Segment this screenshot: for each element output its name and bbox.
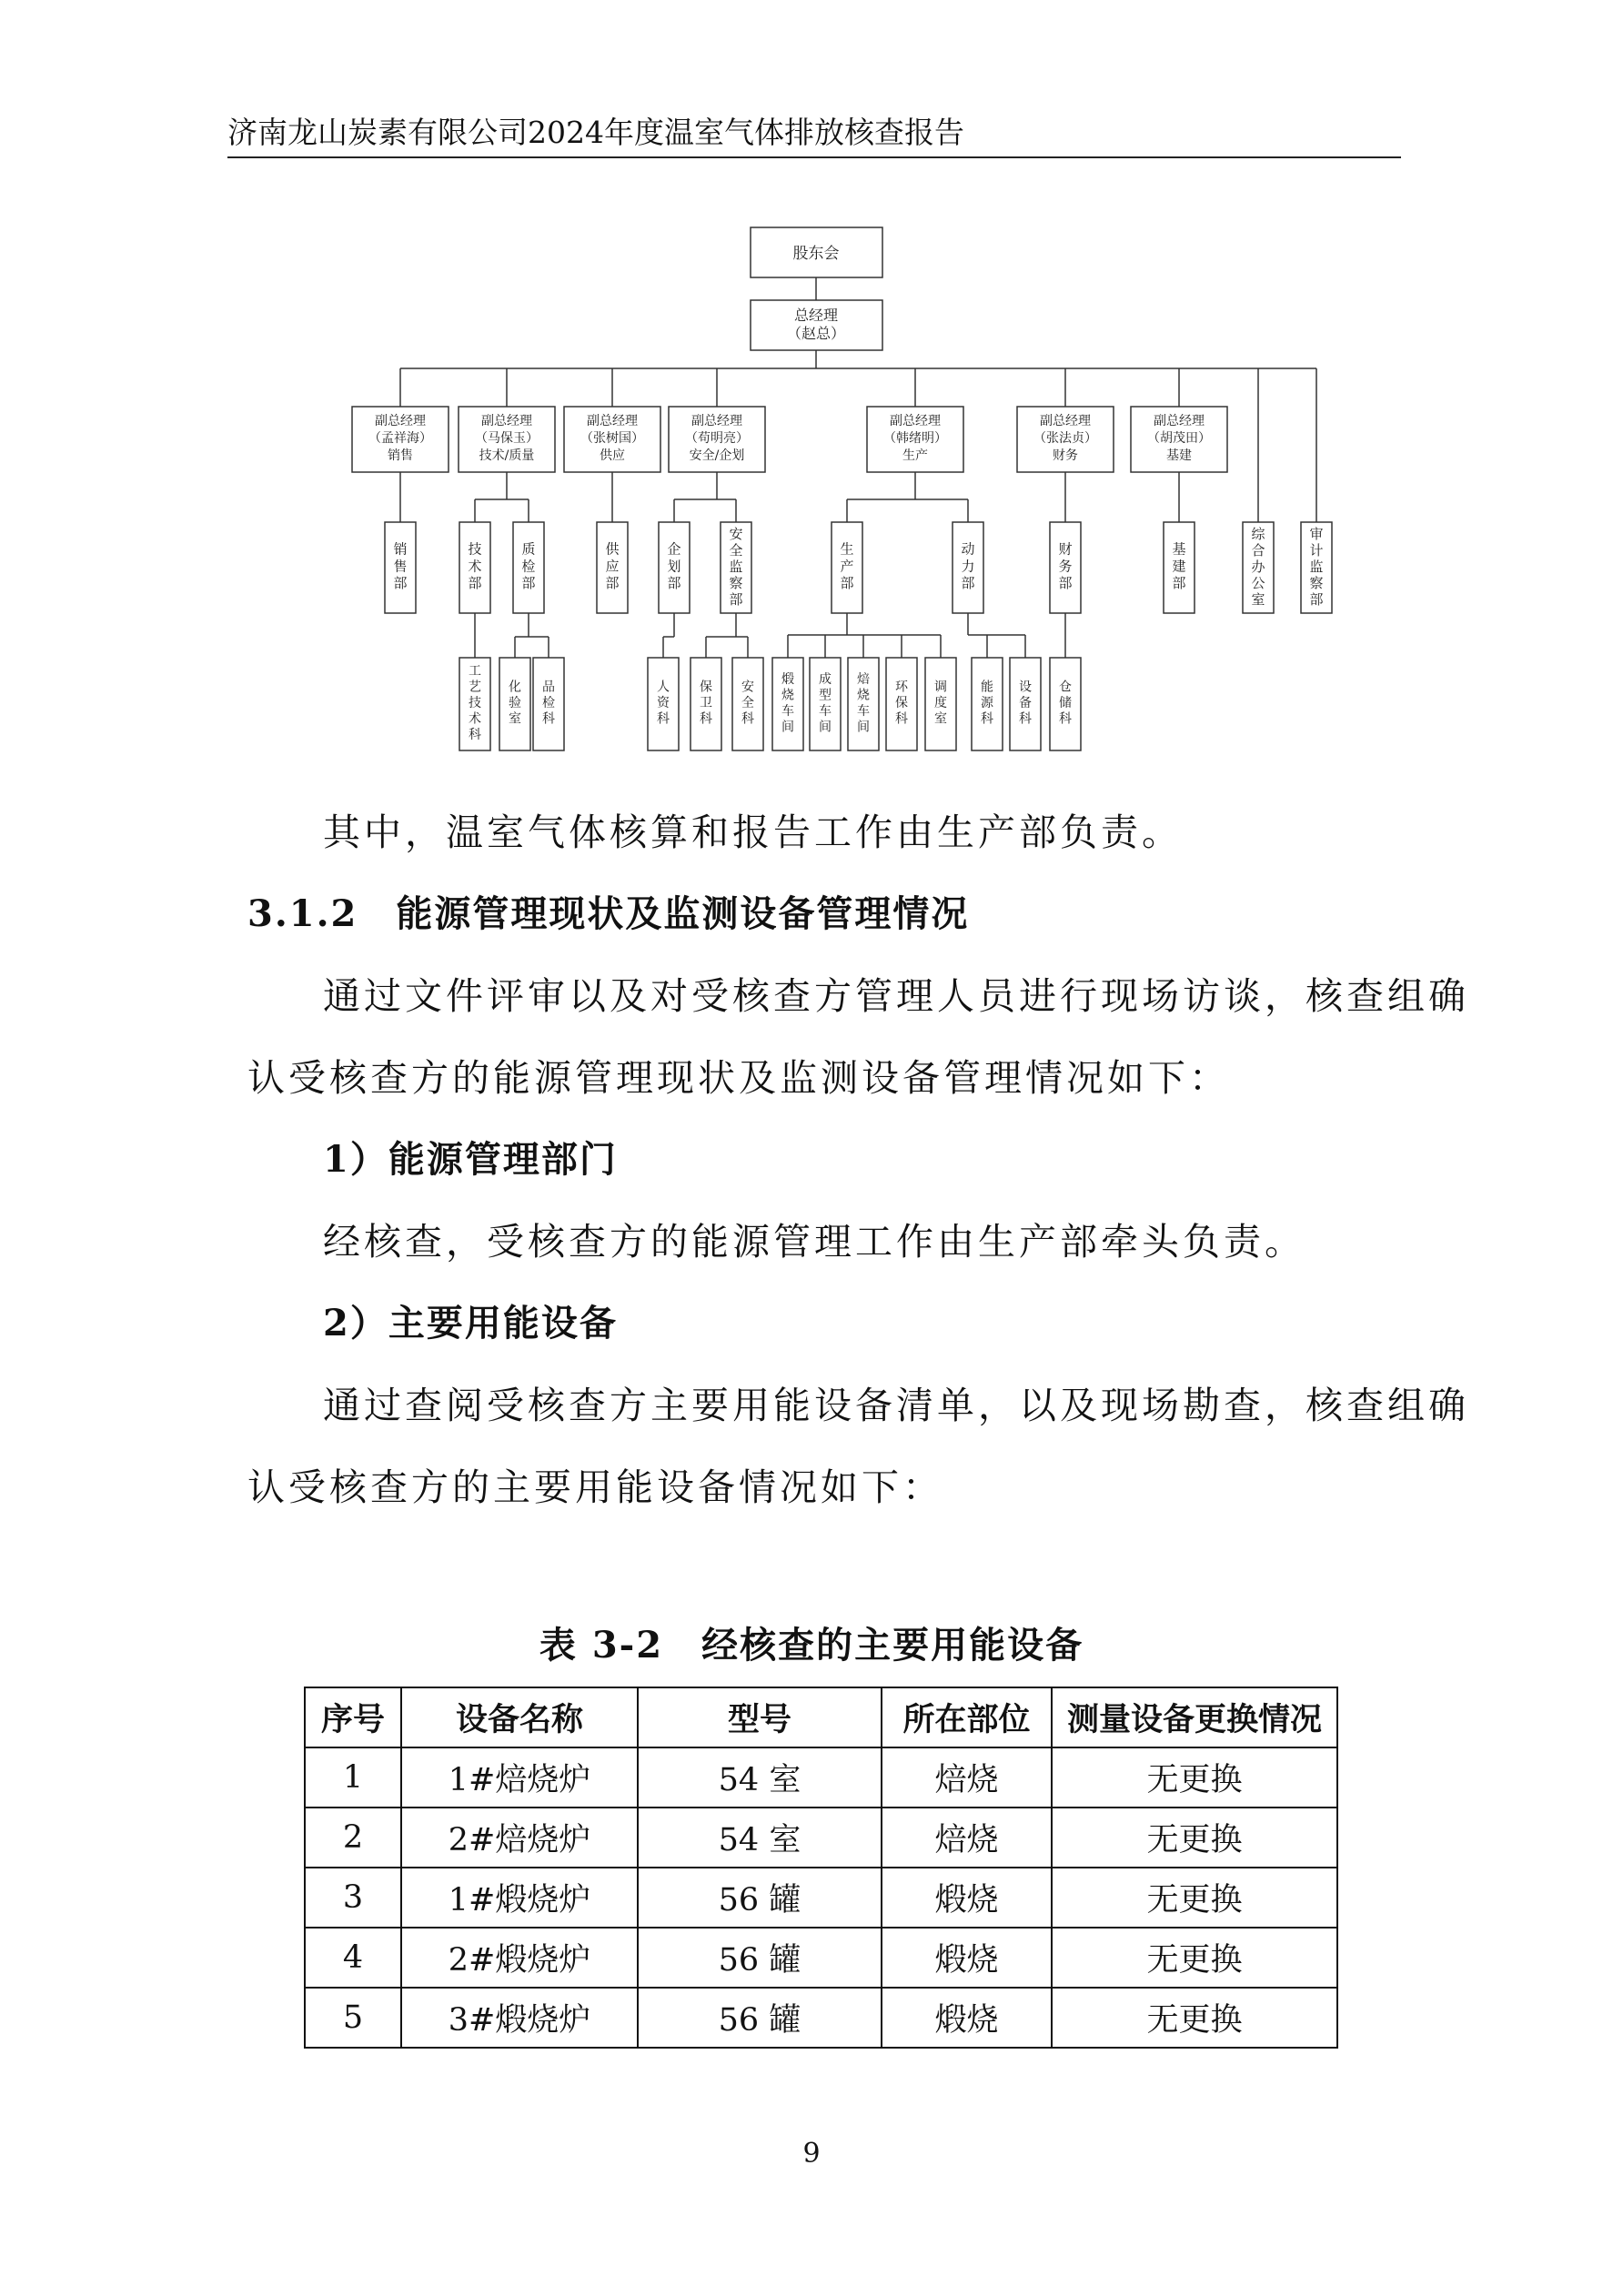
cell-model: 54 室 — [638, 1747, 882, 1808]
paragraph-4-line-2: 认受核查方的主要用能设备情况如下： — [247, 1465, 943, 1509]
org-department-label: 技术部 — [468, 540, 482, 592]
cell-model: 56 罐 — [638, 1988, 882, 2048]
org-vp-duty: 财务 — [1053, 448, 1078, 463]
org-vp-duty: 生产 — [902, 448, 928, 463]
paragraph-3: 经核查，受核查方的能源管理工作由生产部牵头负责。 — [323, 1220, 1305, 1264]
header-model: 型号 — [638, 1687, 882, 1747]
org-section-label: 化验室 — [509, 680, 521, 727]
cell-replacement: 无更换 — [1052, 1868, 1337, 1928]
org-section-label: 安全科 — [741, 680, 754, 727]
org-vp-name: （韩绪明） — [883, 431, 947, 446]
paragraph-4-line-1: 通过查阅受核查方主要用能设备清单，以及现场勘查，核查组确 — [323, 1384, 1469, 1427]
cell-model: 56 罐 — [638, 1928, 882, 1988]
org-vp-duty: 销售 — [388, 448, 413, 463]
cell-index: 3 — [305, 1868, 401, 1928]
org-department-label: 财务部 — [1058, 540, 1073, 592]
org-department-label: 综合办公室 — [1251, 525, 1265, 608]
cell-index: 4 — [305, 1928, 401, 1988]
org-section-label: 仓储科 — [1059, 680, 1072, 727]
org-vp-title: 副总经理 — [890, 414, 941, 428]
org-department-label: 动力部 — [961, 540, 975, 592]
org-department-label: 基建部 — [1172, 540, 1186, 592]
org-vp-name: （张树国） — [580, 431, 644, 446]
cell-equipment-name: 1#煅烧炉 — [401, 1868, 638, 1928]
org-department-label: 销售部 — [393, 540, 408, 592]
org-department-label: 安全监察部 — [729, 525, 743, 608]
org-section-label: 焙烧车间 — [857, 671, 870, 735]
paragraph-2-line-2: 认受核查方的能源管理现状及监测设备管理情况如下： — [247, 1056, 1230, 1100]
subheading-energy-dept: 1）能源管理部门 — [323, 1138, 618, 1181]
org-section-label: 品检科 — [542, 680, 555, 727]
cell-location: 煅烧 — [882, 1988, 1052, 2048]
cell-equipment-name: 2#焙烧炉 — [401, 1808, 638, 1868]
org-vp-duty: 基建 — [1166, 448, 1192, 463]
cell-replacement: 无更换 — [1052, 1808, 1337, 1868]
table-row — [305, 1868, 1337, 1928]
cell-location: 煅烧 — [882, 1868, 1052, 1928]
table-row — [305, 1808, 1337, 1868]
org-vp-name: （马保玉） — [475, 431, 539, 446]
table-row — [305, 1928, 1337, 1988]
cell-location: 焙烧 — [882, 1747, 1052, 1808]
cell-model: 54 室 — [638, 1808, 882, 1868]
table-caption: 表 3-2 经核查的主要用能设备 — [539, 1624, 1084, 1667]
org-section-label: 能源科 — [981, 680, 993, 727]
org-vp-duty: 安全/企划 — [689, 448, 745, 463]
org-department-label: 供应部 — [605, 540, 620, 592]
table-header-row — [305, 1687, 1337, 1747]
cell-replacement: 无更换 — [1052, 1928, 1337, 1988]
paragraph-2-line-1: 通过文件评审以及对受核查方管理人员进行现场访谈，核查组确 — [323, 974, 1469, 1018]
paragraph-1: 其中，温室气体核算和报告工作由生产部负责。 — [323, 811, 1183, 854]
org-vp-title: 副总经理 — [481, 414, 532, 428]
equipment-table — [304, 1687, 1338, 2049]
org-chart — [0, 0, 1623, 773]
cell-equipment-name: 2#煅烧炉 — [401, 1928, 638, 1988]
cell-equipment-name: 1#焙烧炉 — [401, 1747, 638, 1808]
cell-location: 煅烧 — [882, 1928, 1052, 1988]
org-vp-name: （张法贞） — [1033, 431, 1097, 446]
org-vp-title: 副总经理 — [691, 414, 742, 428]
cell-index: 2 — [305, 1808, 401, 1868]
org-gm-name: （赵总） — [786, 325, 846, 342]
cell-replacement: 无更换 — [1052, 1988, 1337, 2048]
cell-replacement: 无更换 — [1052, 1747, 1337, 1808]
org-vp-title: 副总经理 — [375, 414, 426, 428]
cell-location: 焙烧 — [882, 1808, 1052, 1868]
cell-index: 5 — [305, 1988, 401, 2048]
org-department-label: 生产部 — [840, 540, 854, 592]
page-number: 9 — [802, 2138, 821, 2170]
cell-index: 1 — [305, 1747, 401, 1808]
org-vp-name: （孟祥海） — [368, 431, 432, 446]
org-section-label: 煅烧车间 — [781, 671, 794, 735]
org-root-label: 股东会 — [792, 245, 840, 263]
header-replacement: 测量设备更换情况 — [1052, 1687, 1337, 1747]
org-department-label: 企划部 — [667, 540, 681, 592]
org-vp-title: 副总经理 — [1040, 414, 1091, 428]
org-department-label: 质检部 — [521, 540, 536, 592]
org-vp-title: 副总经理 — [1154, 414, 1205, 428]
org-gm-label: 总经理 — [793, 307, 839, 324]
org-section-label: 工艺技术科 — [469, 664, 481, 743]
org-section-label: 设备科 — [1019, 680, 1032, 727]
org-section-label: 成型车间 — [819, 671, 832, 735]
org-vp-name: （胡茂田） — [1147, 431, 1211, 446]
header-title: 济南龙山炭素有限公司2024年度温室气体排放核查报告 — [227, 115, 964, 150]
cell-model: 56 罐 — [638, 1868, 882, 1928]
table-row — [305, 1747, 1337, 1808]
subheading-equipment: 2）主要用能设备 — [323, 1302, 618, 1344]
org-department-label: 审计监察部 — [1309, 525, 1324, 608]
section-heading: 3.1.2 能源管理现状及监测设备管理情况 — [247, 892, 970, 935]
org-section-label: 调度室 — [934, 680, 947, 727]
org-vp-name: （苟明亮） — [685, 431, 749, 446]
header-equipment-name: 设备名称 — [401, 1687, 638, 1747]
cell-equipment-name: 3#煅烧炉 — [401, 1988, 638, 2048]
org-vp-duty: 技术/质量 — [479, 448, 535, 463]
header-index: 序号 — [305, 1687, 401, 1747]
header-location: 所在部位 — [882, 1687, 1052, 1747]
org-section-label: 环保科 — [895, 680, 908, 727]
org-vp-title: 副总经理 — [587, 414, 638, 428]
org-section-label: 保卫科 — [700, 680, 712, 727]
table-row — [305, 1988, 1337, 2048]
org-vp-duty: 供应 — [600, 448, 625, 463]
org-section-label: 人资科 — [657, 680, 670, 727]
